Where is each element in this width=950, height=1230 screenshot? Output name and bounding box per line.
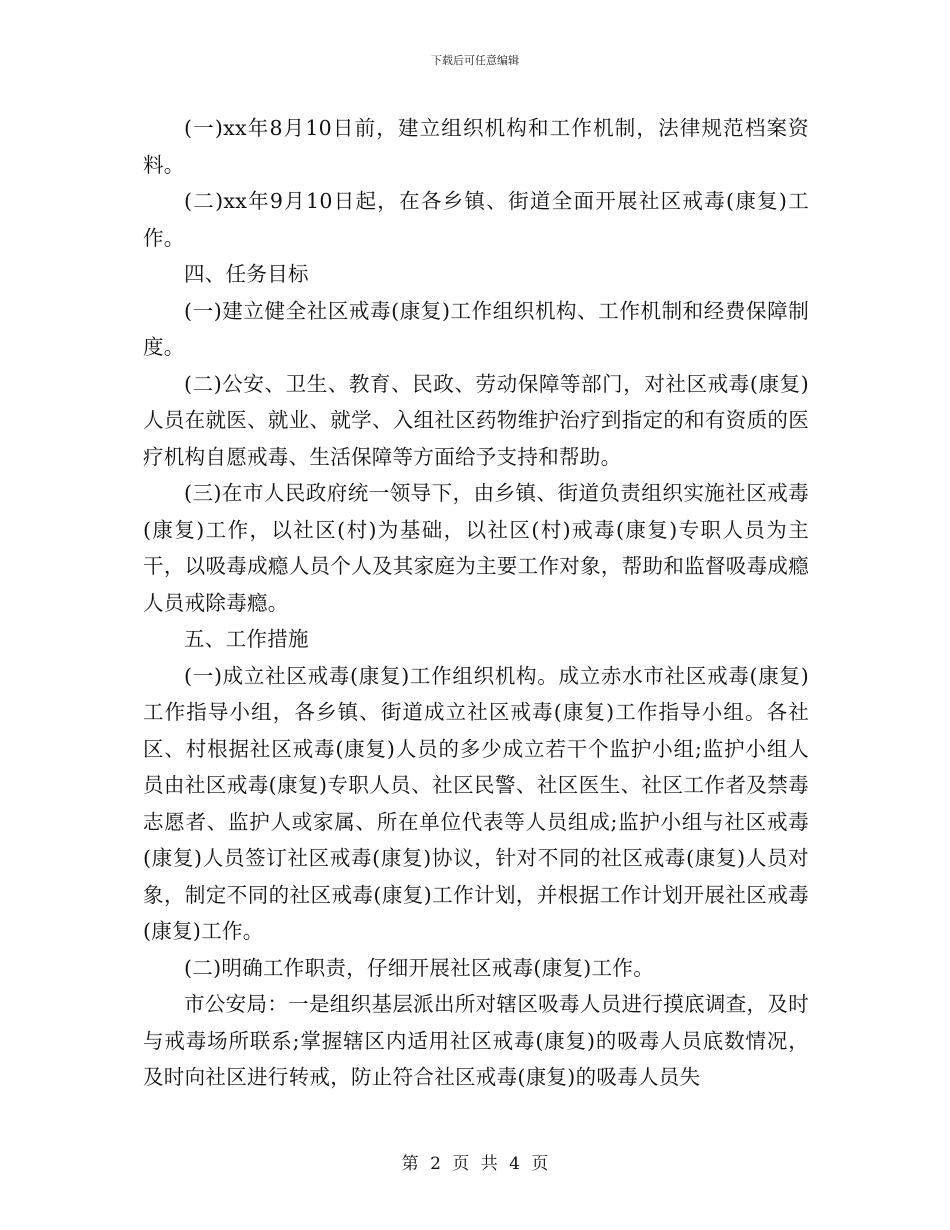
page-header-note: 下载后可任意编辑 xyxy=(431,54,519,67)
page-number: 第 2 页 共 4 页 xyxy=(401,1154,549,1174)
paragraph: (二)明确工作职责，仔细开展社区戒毒(康复)工作。 xyxy=(184,955,654,980)
paragraph: (三)在市人民政府统一领导下，由乡镇、街道负责组织实施社区戒毒(康复)工作，以社区(村)为基础，以社区(村)戒毒(康复)专职人员为主干，以吸毒成瘾人员个人及其家庭为主要工作对象，帮助和监督吸毒成瘾人员戒除毒瘾。 xyxy=(143,481,809,615)
document-body xyxy=(143,110,809,1096)
section-heading: 五、工作措施 xyxy=(184,627,309,651)
paragraph: (一)成立社区戒毒(康复)工作组织机构。成立赤水市社区戒毒(康复)工作指导小组，各乡镇、街道成立社区戒毒(康复)工作指导小组。各社区、村根据社区戒毒(康复)人员的多少成立若干个监护小组;监护小组人员由社区戒毒(康复)专职人员、社区民警、社区医生、社区工作者及禁毒志愿者、监护人或家属、所在单位代表等人员组成;监护小组与社区戒毒(康复)人员签订社区戒毒(康复)协议，针对不同的社区戒毒(康复)人员对象，制定不同的社区戒毒(康复)工作计划，并根据工作计划开展社区戒毒(康复)工作。 xyxy=(143,663,809,943)
paragraph: (二)xx年9月10日起，在各乡镇、街道全面开展社区戒毒(康复)工作。 xyxy=(143,189,809,250)
paragraph: (一)xx年8月10日前，建立组织机构和工作机制，法律规范档案资料。 xyxy=(143,116,809,177)
section-heading: 四、任务目标 xyxy=(184,262,309,286)
paragraph: (一)建立健全社区戒毒(康复)工作组织机构、工作机制和经费保障制度。 xyxy=(143,298,809,359)
paragraph: 市公安局：一是组织基层派出所对辖区吸毒人员进行摸底调查，及时与戒毒场所联系;掌握辖区内适用社区戒毒(康复)的吸毒人员底数情况，及时向社区进行转戒，防止符合社区戒毒(康复)的吸毒人员失 xyxy=(143,992,809,1089)
paragraph: (二)公安、卫生、教育、民政、劳动保障等部门，对社区戒毒(康复)人员在就医、就业、就学、入组社区药物维护治疗到指定的和有资质的医疗机构自愿戒毒、生活保障等方面给予支持和帮助。 xyxy=(143,371,809,469)
